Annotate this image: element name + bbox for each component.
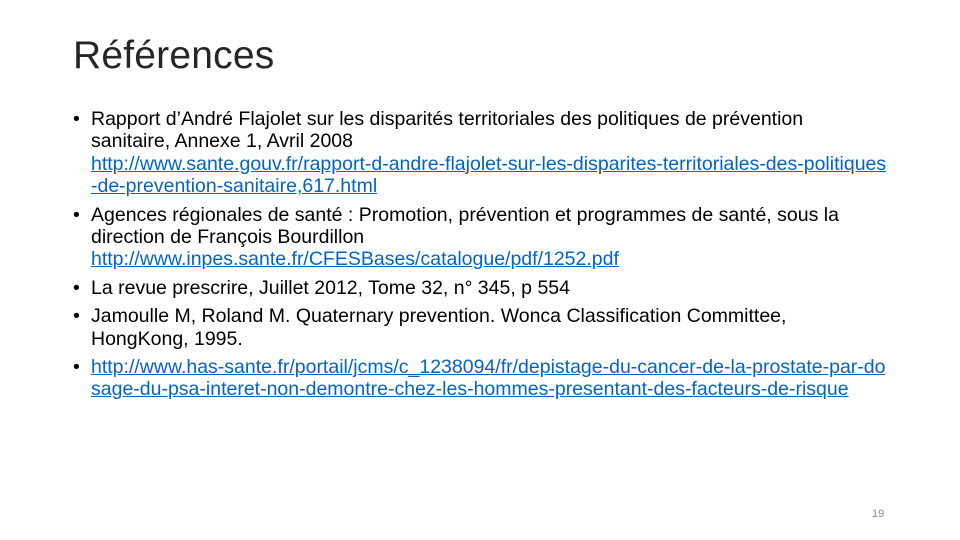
reference-link[interactable]: http://www.sante.gouv.fr/rapport-d-andre-flajolet-sur-les-disparites-territoriales-des-politiques-de-prevention-sanitaire,617.html	[91, 152, 887, 198]
reference-item-3	[72, 277, 887, 299]
reference-link[interactable]: http://www.has-sante.fr/portail/jcms/c_1238094/fr/depistage-du-cancer-de-la-prostate-par-dosage-du-psa-interet-non-demontre-chez-les-hommes-presentant-des-facteurs-de-risque	[91, 356, 886, 401]
reference-link[interactable]: http://www.inpes.sante.fr/CFESBases/catalogue/pdf/1252.pdf	[91, 248, 619, 271]
bullet-icon: •	[73, 276, 80, 299]
reference-text: Rapport d’André Flajolet sur les disparités territoriales des politiques de prévention sanitaire, Annexe 1, Avril 2008	[91, 108, 804, 153]
reference-item-2	[72, 204, 887, 271]
bullet-icon: •	[73, 108, 80, 130]
reference-item-1	[72, 108, 887, 198]
references-list	[72, 108, 887, 407]
bullet-icon: •	[73, 305, 80, 328]
reference-text: La revue prescrire, Juillet 2012, Tome 32, n° 345, p 554	[91, 276, 570, 299]
reference-item-5	[72, 356, 887, 401]
slide-title: Références	[73, 34, 275, 77]
page-number: 19	[872, 508, 885, 520]
reference-text: Jamoulle M, Roland M. Quaternary prevention. Wonca Classification Committee, HongKong, 1995.	[91, 305, 787, 350]
reference-text: Agences régionales de santé : Promotion, prévention et programmes de santé, sous la direction de François Bourdillon	[91, 203, 839, 249]
reference-item-4	[72, 305, 887, 350]
bullet-icon: •	[73, 203, 80, 226]
bullet-icon: •	[73, 356, 80, 379]
